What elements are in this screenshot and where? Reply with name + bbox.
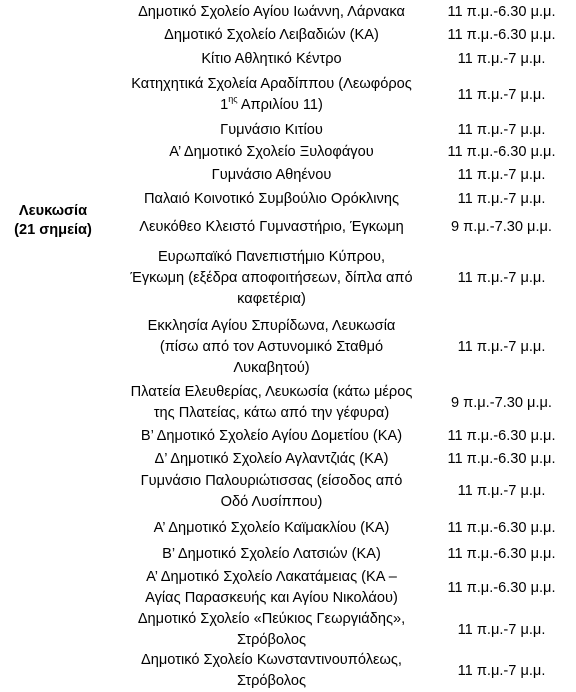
table-row <box>106 141 566 163</box>
table-row <box>106 513 566 543</box>
table-row <box>106 448 566 470</box>
location-line: Δημοτικό Σχολείο Κωνσταντινουπόλεως, <box>141 652 402 668</box>
hours-cell: 11 π.μ.-6.30 μ.μ. <box>447 27 556 43</box>
location-line: Α’ Δημοτικό Σχολείο Λακατάμειας (ΚΑ – <box>146 569 397 585</box>
location-cell <box>106 25 437 46</box>
location-line: Δημοτικό Σχολείο Λειβαδιών (ΚΑ) <box>164 27 379 43</box>
table-row <box>106 244 566 313</box>
location-line: $1^{\eta\varsigma}$ Απριλίου 11) <box>220 94 323 113</box>
location-line: Αγίας Παρασκευής και Αγίου Νικολάου) <box>145 590 398 606</box>
hours-cell: 11 π.μ.-7 μ.μ. <box>457 270 546 286</box>
location-cell <box>106 471 437 513</box>
hours-cell: 11 π.μ.-7 μ.μ. <box>457 483 546 499</box>
hours-cell: 11 π.μ.-7 μ.μ. <box>457 338 546 355</box>
location-line: καφετέρια) <box>237 291 306 307</box>
table-row <box>106 313 566 381</box>
location-line: Β’ Δημοτικό Σχολείο Λατσιών (ΚΑ) <box>162 546 381 562</box>
table-row <box>106 163 566 187</box>
table-row <box>106 650 566 692</box>
hours-cell: 11 π.μ.-7 μ.μ. <box>457 190 546 207</box>
location-cell <box>106 609 437 651</box>
table-row <box>106 610 566 650</box>
location-line: Στρόβολος <box>237 632 306 648</box>
location-cell <box>106 426 437 447</box>
location-line: Οδό Λυσίππου) <box>220 493 323 510</box>
location-cell <box>106 120 437 141</box>
table-row <box>106 381 566 425</box>
location-line: Γυμνάσιο Αθηένου <box>211 166 332 183</box>
location-cell <box>106 449 437 470</box>
location-line: Γυμνάσιο Κιτίου <box>220 121 323 138</box>
location-line: Δημοτικό Σχολείο Αγίου Ιωάννη, Λάρνακα <box>138 3 405 20</box>
hours-cell: 11 π.μ.-6.30 μ.μ. <box>447 546 556 562</box>
hours-cell: 11 π.μ.-7 μ.μ. <box>457 662 546 679</box>
location-line: (πίσω από τον Αστυνομικό Σταθμό <box>159 338 384 355</box>
table-row <box>106 187 566 211</box>
hours-cell: 11 π.μ.-6.30 μ.μ. <box>447 519 556 536</box>
region-cell <box>0 202 106 240</box>
location-cell <box>106 382 437 424</box>
location-cell <box>106 49 437 70</box>
table-row <box>106 119 566 141</box>
hours-cell: 11 π.μ.-7 μ.μ. <box>457 50 546 67</box>
table-row <box>106 0 566 24</box>
location-cell <box>106 189 437 210</box>
table-row <box>106 470 566 513</box>
rows-container <box>106 0 566 692</box>
hours-cell: 11 π.μ.-6.30 μ.μ. <box>447 450 556 467</box>
hours-cell: 11 π.μ.-6.30 μ.μ. <box>447 579 556 596</box>
table-row <box>106 24 566 47</box>
hours-cell: 11 π.μ.-6.30 μ.μ. <box>447 428 556 444</box>
location-line: Πλατεία Ελευθερίας, Λευκωσία (κάτω μέρος <box>130 384 413 400</box>
table-row <box>106 566 566 610</box>
location-cell <box>106 142 437 163</box>
hours-cell: 11 π.μ.-7 μ.μ. <box>457 621 546 638</box>
hours-cell: 11 π.μ.-7 μ.μ. <box>457 86 546 103</box>
location-line: Λευκόθεο Κλειστό Γυμναστήριο, Έγκωμη <box>139 219 404 235</box>
location-cell <box>106 247 437 310</box>
location-cell <box>106 2 437 23</box>
table-row <box>106 47 566 71</box>
location-cell <box>106 567 437 609</box>
location-cell <box>106 217 437 238</box>
location-line: Α’ Δημοτικό Σχολείο Ξυλοφάγου <box>169 143 374 160</box>
location-cell <box>106 518 437 539</box>
table-row <box>106 543 566 566</box>
location-line: Κατηχητικά Σχολεία Αραδίππου (Λεωφόρος <box>131 76 412 92</box>
hours-cell: 11 π.μ.-6.30 μ.μ. <box>447 143 556 160</box>
table-row <box>106 425 566 448</box>
location-cell <box>106 544 437 565</box>
hours-cell: 11 π.μ.-6.30 μ.μ. <box>447 3 556 20</box>
region-name: Λευκωσία <box>18 203 88 219</box>
location-cell <box>106 74 437 116</box>
location-line: Έγκωμη (εξέδρα αποφοιτήσεων, δίπλα από <box>130 270 413 286</box>
region-count: (21 σημεία) <box>14 222 92 238</box>
location-line: Στρόβολος <box>237 673 306 689</box>
hours-cell: 11 π.μ.-7 μ.μ. <box>457 121 546 138</box>
location-line: Δημοτικό Σχολείο «Πεύκιος Γεωργιάδης», <box>137 611 406 627</box>
hours-cell: 9 π.μ.-7.30 μ.μ. <box>450 219 552 235</box>
location-line: Παλαιό Κοινοτικό Συμβούλιο Ορόκλινης <box>144 190 399 207</box>
location-cell <box>106 165 437 186</box>
location-cell <box>106 316 437 379</box>
location-cell <box>106 650 437 692</box>
location-line: Α’ Δημοτικό Σχολείο Καϊμακλίου (ΚΑ) <box>153 519 390 536</box>
location-line: Κίτιο Αθλητικό Κέντρο <box>201 50 342 67</box>
location-line: της Πλατείας, κάτω από την γέφυρα) <box>153 405 390 421</box>
hours-cell: 11 π.μ.-7 μ.μ. <box>457 166 546 183</box>
location-line: Ευρωπαϊκό Πανεπιστήμιο Κύπρου, <box>157 249 386 265</box>
table-row <box>106 71 566 119</box>
table-row <box>106 211 566 244</box>
location-line: Γυμνάσιο Παλουριώτισσας (είσοδος από <box>140 472 403 489</box>
location-line: Δ’ Δημοτικό Σχολείο Αγλαντζιάς (ΚΑ) <box>154 450 389 467</box>
location-line: Λυκαβητού) <box>233 359 310 376</box>
location-line: Β’ Δημοτικό Σχολείο Αγίου Δομετίου (ΚΑ) <box>140 428 403 444</box>
hours-cell: 9 π.μ.-7.30 μ.μ. <box>450 394 552 411</box>
location-line: Εκκλησία Αγίου Σπυρίδωνα, Λευκωσία <box>147 317 396 334</box>
